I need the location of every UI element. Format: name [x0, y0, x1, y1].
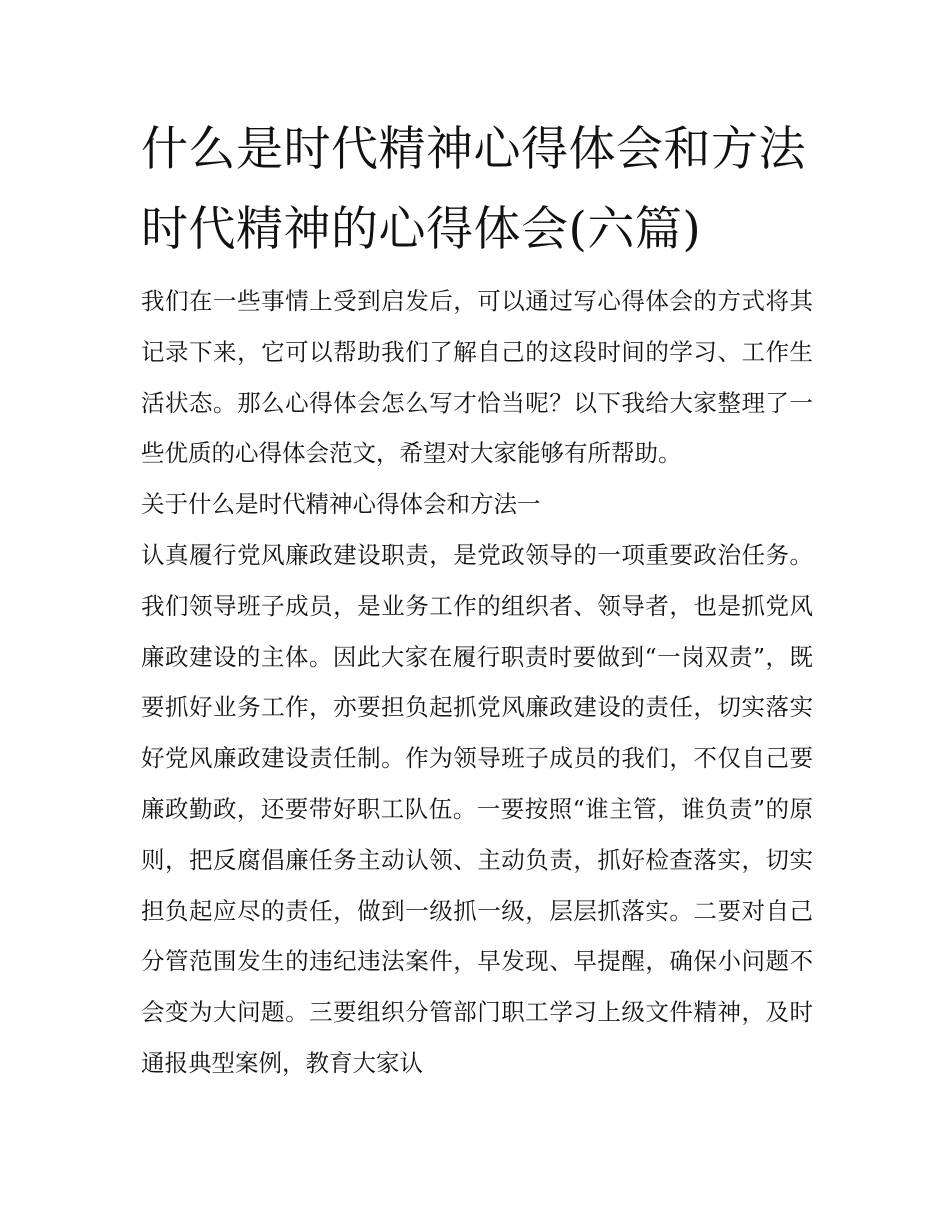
- document-page: [141, 110, 813, 1089]
- document-title: 什么是时代精神心得体会和方法 时代精神的心得体会(六篇): [141, 122, 806, 257]
- intro-paragraph: 我们在一些事情上受到启发后，可以通过写心得体会的方式将其记录下来，它可以帮助我们了解自己的这段时间的学习、工作生活状态。那么心得体会怎么写才恰当呢？以下我给大家整理了一些优质的心得体会范文，希望对大家能够有所帮助。: [141, 287, 813, 468]
- body-paragraph: 认真履行党风廉政建设职责，是党政领导的一项重要政治任务。我们领导班子成员，是业务工作的组织者、领导者，也是抓党风廉政建设的主体。因此大家在履行职责时要做到“一岗双责”，既要抓好业务工作，亦要担负起抓党风廉政建设的责任，切实落实好党风廉政建设责任制。作为领导班子成员的我们，不仅自己要廉政勤政，还要带好职工队伍。一要按照“谁主管，谁负责”的原则，把反腐倡廉任务主动认领、主动负责，抓好检查落实，切实担负起应尽的责任，做到一级抓一级，层层抓落实。二要对自己分管范围发生的违纪违法案件，早发现、早提醒，确保小问题不会变为大问题。三要组织分管部门职工学习上级文件精神，及时通报典型案例，教育大家认: [141, 540, 813, 1077]
- section-heading: 关于什么是时代精神心得体会和方法一: [141, 490, 541, 519]
